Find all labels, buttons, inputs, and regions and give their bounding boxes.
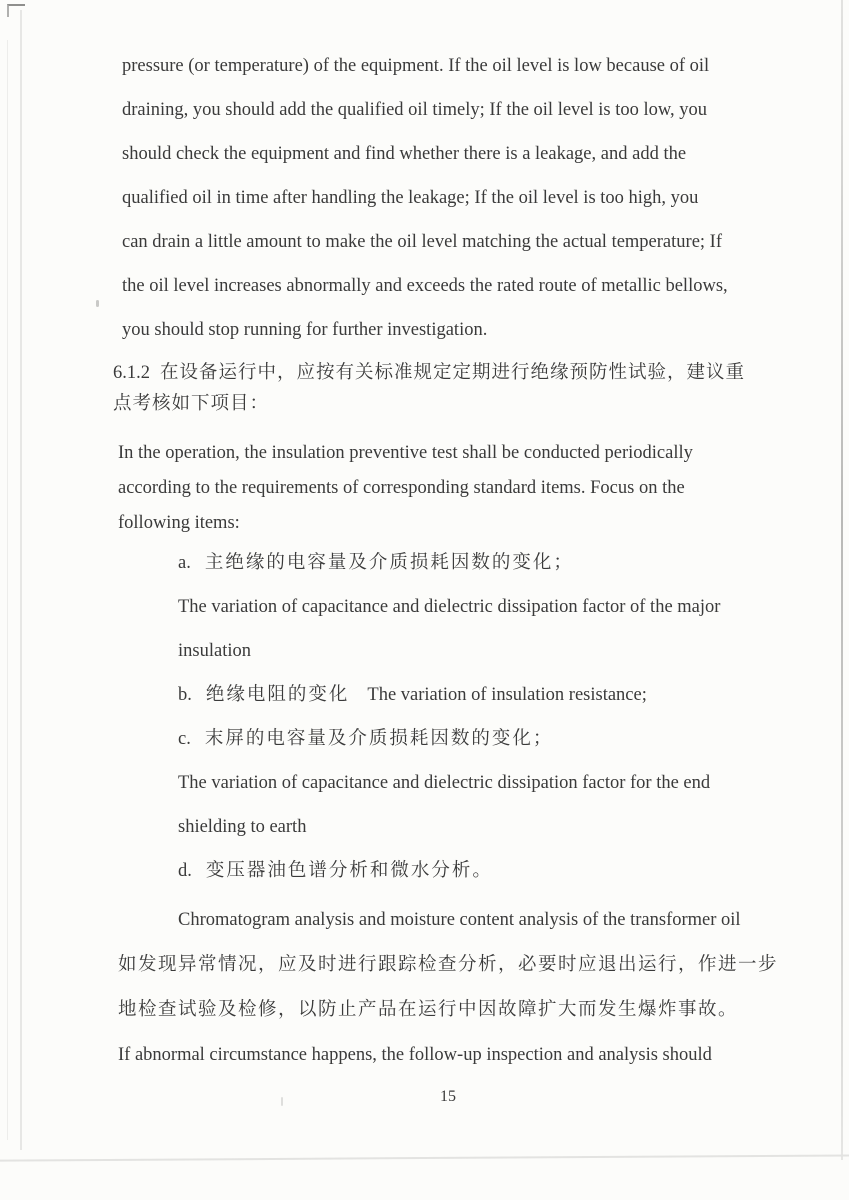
paragraph-line: can drain a little amount to make the oil level matching the actual temperature; If bbox=[122, 232, 722, 252]
list-item-a bbox=[178, 541, 802, 585]
scan-corner-mark bbox=[7, 4, 25, 17]
list-item-text-zh: 变压器油色谱分析和微水分析。 bbox=[205, 861, 493, 881]
scan-left-edge-line bbox=[20, 10, 22, 1150]
closing-paragraph bbox=[118, 898, 802, 1078]
list-item-c-translation: shielding to earth bbox=[178, 817, 307, 837]
list-marker: a. bbox=[178, 553, 191, 573]
list-item-d bbox=[178, 849, 802, 893]
paragraph-line-zh: 如发现异常情况，应及时进行跟踪检查分析，必要时应退出运行，作进一步 bbox=[118, 955, 779, 975]
section-612-text-en bbox=[118, 436, 802, 541]
paragraph-line: following items: bbox=[118, 513, 240, 533]
list-item-b bbox=[178, 673, 802, 717]
list-item-text-zh: 绝缘电阻的变化 bbox=[205, 685, 350, 705]
paragraph-line: In the operation, the insulation preventive test shall be conducted periodically bbox=[118, 443, 693, 463]
section-612-heading-zh bbox=[113, 358, 802, 420]
paragraph-line: If abnormal circumstance happens, the follow-up inspection and analysis should bbox=[118, 1045, 712, 1065]
list-item-c-translation: The variation of capacitance and dielectric dissipation factor for the end bbox=[178, 773, 711, 793]
paragraph-line: according to the requirements of corresponding standard items. Focus on the bbox=[118, 478, 685, 498]
section-number: 6.1.2 bbox=[113, 363, 150, 383]
list-item-text-zh: 末屏的电容量及介质损耗因数的变化； bbox=[204, 729, 554, 749]
heading-line bbox=[113, 358, 802, 389]
paragraph-line: draining, you should add the qualified oil timely; If the oil level is too low, you bbox=[122, 100, 708, 120]
scan-left-edge-line bbox=[7, 40, 8, 1140]
paragraph-line: should check the equipment and find whether there is a leakage, and add the bbox=[122, 144, 687, 164]
document-body bbox=[113, 0, 802, 1106]
paragraph-line-zh: 地检查试验及检修，以防止产品在运行中因故障扩大而发生爆炸事故。 bbox=[118, 1000, 739, 1020]
paragraph-line: pressure (or temperature) of the equipment. If the oil level is low because of oil bbox=[122, 56, 710, 76]
list-item-text-zh: 主绝缘的电容量及介质损耗因数的变化； bbox=[204, 553, 574, 573]
scan-right-edge-line bbox=[841, 0, 843, 1160]
paragraph-line: Chromatogram analysis and moisture content analysis of the transformer oil bbox=[178, 910, 741, 930]
scan-speck bbox=[96, 300, 99, 307]
heading-text-zh: 在设备运行中，应按有关标准规定定期进行绝缘预防性试验，建议重 bbox=[160, 363, 746, 383]
paragraph-line: the oil level increases abnormally and exceeds the rated route of metallic bellows, bbox=[122, 276, 728, 296]
paragraph-line: you should stop running for further investigation. bbox=[122, 320, 488, 340]
heading-line: 点考核如下项目： bbox=[113, 394, 270, 414]
list-marker: b. bbox=[178, 685, 192, 705]
list-item-b-translation: The variation of insulation resistance; bbox=[367, 685, 647, 705]
focus-items-list bbox=[178, 541, 802, 893]
page-number: 15 bbox=[440, 1088, 456, 1105]
list-item-a-translation: The variation of capacitance and dielectric dissipation factor of the major bbox=[178, 597, 721, 617]
list-item-a-translation: insulation bbox=[178, 641, 251, 661]
list-item-c bbox=[178, 717, 802, 761]
list-marker: d. bbox=[178, 861, 192, 881]
scan-bottom-edge-line bbox=[0, 1154, 849, 1161]
paragraph-line: qualified oil in time after handling the leakage; If the oil level is too high, you bbox=[122, 188, 699, 208]
paragraph-oil-level bbox=[118, 44, 802, 352]
list-marker: c. bbox=[178, 729, 191, 749]
